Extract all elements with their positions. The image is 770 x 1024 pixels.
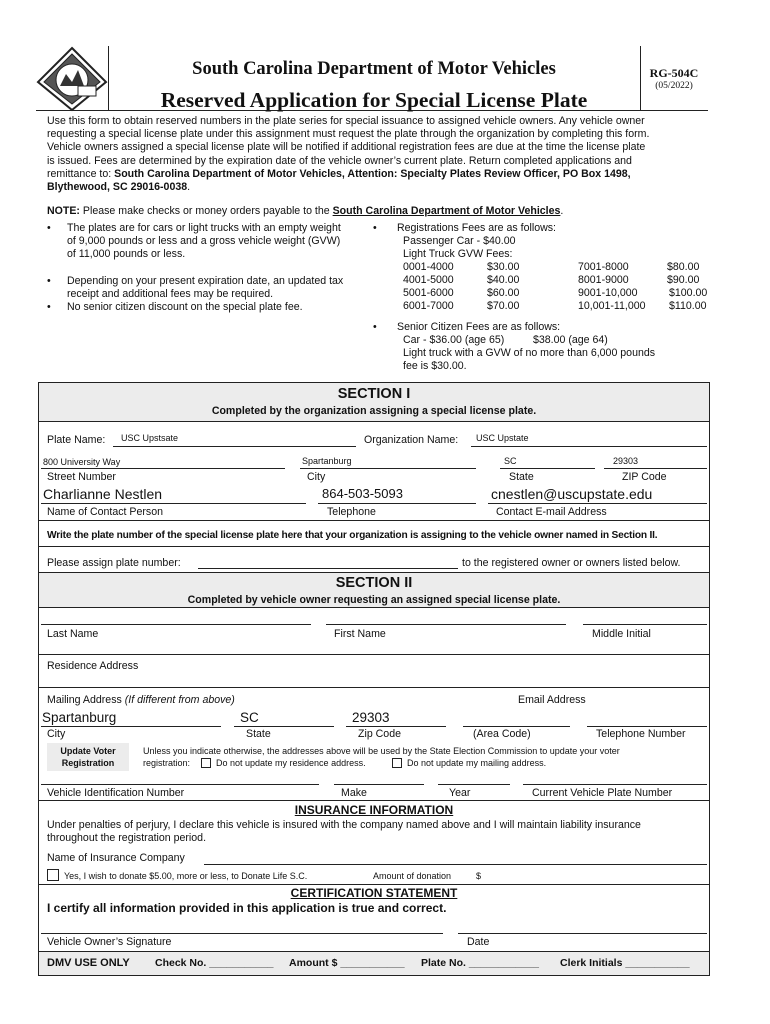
insurance-title: INSURANCE INFORMATION — [294, 803, 454, 817]
middle-initial-field[interactable] — [583, 610, 707, 625]
phone-field[interactable] — [318, 484, 476, 504]
form-date: (05/2022) — [655, 81, 693, 91]
page-title: Reserved Application for Special License Plate — [160, 88, 588, 112]
fee-amount: $80.00 — [667, 261, 700, 273]
signature-label: Vehicle Owner’s Signature — [47, 936, 172, 948]
dmv-seal-logo — [36, 46, 108, 112]
section2-title: SECTION II — [335, 575, 413, 591]
owner-state-label: State — [246, 728, 271, 740]
fee-range: 10,001-11,000 — [578, 300, 646, 312]
note-label: NOTE: — [47, 205, 80, 217]
donation-amount-field[interactable] — [485, 869, 605, 882]
current-plate-label: Current Vehicle Plate Number — [532, 787, 673, 799]
certification-statement: I certify all information provided in this application is true and correct. — [47, 901, 447, 915]
email-address-label: Email Address — [518, 694, 586, 706]
intro-line: remittance to: — [47, 167, 115, 180]
bullet-dot: • — [47, 301, 51, 313]
insurance-company-label: Name of Insurance Company — [47, 852, 185, 864]
zip-field[interactable] — [604, 454, 707, 469]
residence-address-label: Residence Address — [47, 660, 139, 672]
email-value: cnestlen@uscupstate.edu — [491, 486, 653, 502]
street-field[interactable] — [41, 454, 285, 469]
city-field[interactable] — [300, 454, 476, 469]
owner-state-field[interactable] — [234, 709, 334, 727]
amount: Amount $ ___________ — [289, 957, 405, 969]
fee-range: 7001-8000 — [578, 261, 629, 273]
fee-range: 0001-4000 — [403, 261, 454, 273]
section1-subtitle: Completed by the organization assigning a special license plate. — [211, 405, 537, 417]
senior-car: Car - $36.00 (age 65) — [403, 334, 505, 346]
clerk-initials: Clerk Initials ___________ — [560, 957, 690, 969]
first-name-field[interactable] — [326, 610, 566, 625]
state-field[interactable] — [500, 454, 595, 469]
owner-state-value: SC — [240, 710, 259, 725]
residence-address-field[interactable] — [39, 674, 709, 686]
city-label: City — [307, 471, 326, 483]
area-code-label: (Area Code) — [473, 728, 531, 740]
owner-zip-value: 29303 — [352, 710, 390, 725]
donation-dollar-sign: $ — [476, 871, 482, 881]
fee-amount: $90.00 — [667, 274, 700, 286]
org-name-field[interactable] — [471, 431, 707, 447]
period: . — [560, 205, 564, 217]
intro-line: is issued. Fees are determined by the expiration date of the vehicle owner’s current plate. Return completed applications and — [47, 154, 632, 167]
fees-light-truck: Light Truck GVW Fees: — [403, 248, 513, 260]
bullet-dot: • — [47, 222, 51, 234]
state-label: State — [509, 471, 534, 483]
fee-amount: $40.00 — [487, 274, 520, 286]
section2-subtitle: Completed by vehicle owner requesting an assigned special license plate. — [187, 594, 561, 606]
fees-heading: Registrations Fees are as follows: — [397, 222, 556, 234]
year-field[interactable] — [438, 773, 510, 785]
senior-truck-fee: fee is $30.00. — [403, 360, 467, 372]
vin-field[interactable] — [41, 773, 319, 785]
note — [47, 205, 563, 218]
insurance-text-2: throughout the registration period. — [47, 832, 207, 844]
bullet-text: receipt and additional fees may be required. — [67, 288, 274, 300]
registration-label: Registration — [61, 758, 115, 768]
phone-value: 864-503-5093 — [322, 486, 403, 501]
intro-line: Use this form to obtain reserved numbers in the plate series for special issuance to assigned vehicle owners. Any vehicle owner — [47, 115, 645, 127]
no-update-mailing-checkbox[interactable] — [392, 758, 402, 768]
email-field[interactable] — [488, 484, 707, 504]
date-label: Date — [467, 936, 490, 948]
plate-name-value: USC Upstsate — [121, 433, 179, 443]
donation-amount-label: Amount of donation — [373, 871, 452, 881]
owner-zip-field[interactable] — [346, 709, 446, 727]
last-name-field[interactable] — [41, 610, 311, 625]
form-number: RG-504C — [649, 66, 699, 80]
certification-title: CERTIFICATION STATEMENT — [290, 886, 458, 900]
street-label: Street Number — [47, 471, 116, 483]
period: . — [187, 181, 191, 194]
year-label: Year — [449, 787, 471, 799]
bullet-text: No senior citizen discount on the special plate fee. — [67, 301, 303, 313]
intro-line: Vehicle owners assigned a special license plate will be notified if additional registration fees are due at the time the license plate — [47, 141, 646, 154]
contact-label: Name of Contact Person — [47, 506, 163, 518]
return-address-line2: Blythewood, SC 29016-0038 — [47, 181, 188, 194]
last-name-label: Last Name — [47, 628, 99, 640]
owner-phone-field[interactable] — [587, 709, 707, 727]
bullet-text: of 11,000 pounds or less. — [67, 248, 186, 260]
insurance-text: Under penalties of perjury, I declare this vehicle is insured with the company named above and I will maintain liability insurance — [47, 819, 641, 831]
dmv-use-only-label: DMV USE ONLY — [47, 957, 130, 969]
make-field[interactable] — [334, 773, 424, 785]
fee-range: 8001-9000 — [578, 274, 629, 286]
fees-passenger: Passenger Car - $40.00 — [403, 235, 516, 247]
note-payee: South Carolina Department of Motor Vehicles — [332, 205, 561, 217]
owner-city-value: Spartanburg — [42, 710, 117, 725]
contact-field[interactable] — [41, 484, 306, 504]
owner-city-field[interactable] — [41, 709, 221, 727]
state-value: SC — [504, 456, 517, 466]
plate-name-field[interactable] — [113, 431, 356, 447]
org-name-label: Organization Name: — [364, 434, 459, 446]
assign-suffix: to the registered owner or owners listed below. — [462, 557, 681, 569]
donate-life-checkbox[interactable] — [47, 869, 59, 881]
signature-field[interactable] — [41, 918, 443, 934]
mailing-label-text: Mailing Address — [47, 694, 125, 706]
fee-range: 6001-7000 — [403, 300, 454, 312]
street-value: 800 University Way — [43, 457, 121, 467]
update-voter-label: Update Voter — [60, 746, 116, 756]
bullet-dot: • — [373, 222, 377, 234]
current-plate-field[interactable] — [523, 773, 707, 785]
no-update-residence-label: Do not update my residence address. — [216, 758, 366, 768]
department-name: South Carolina Department of Motor Vehicles — [192, 59, 556, 79]
fee-amount: $70.00 — [487, 300, 520, 312]
contact-value: Charlianne Nestlen — [43, 486, 163, 502]
make-label: Make — [341, 787, 367, 799]
vin-label: Vehicle Identification Number — [47, 787, 185, 799]
note-text: Please make checks or money orders payable to the — [82, 205, 333, 217]
org-name-value: USC Upstate — [476, 433, 529, 443]
voter-text: Unless you indicate otherwise, the addresses above will be used by the State Election Commission to update your voter — [143, 746, 620, 756]
date-field[interactable] — [458, 918, 707, 934]
plate-number: Plate No. ____________ — [421, 957, 539, 969]
assign-label: Please assign plate number: — [47, 557, 181, 569]
fee-amount: $30.00 — [487, 261, 520, 273]
fee-amount: $110.00 — [669, 300, 707, 312]
no-update-residence-checkbox[interactable] — [201, 758, 211, 768]
senior-truck: Light truck with a GVW of no more than 6,000 pounds — [403, 347, 656, 359]
fee-amount: $100.00 — [669, 287, 708, 299]
bullet-dot: • — [373, 321, 377, 333]
bullet-text: Depending on your present expiration date, an updated tax — [67, 275, 344, 287]
middle-initial-label: Middle Initial — [592, 628, 651, 640]
owner-phone-label: Telephone Number — [596, 728, 686, 740]
zip-value: 29303 — [613, 456, 639, 466]
insurance-company-field[interactable] — [204, 851, 707, 865]
owner-zip-label: Zip Code — [358, 728, 401, 740]
first-name-label: First Name — [334, 628, 386, 640]
intro-paragraph — [47, 115, 707, 194]
fee-amount: $60.00 — [487, 287, 520, 299]
plate-instruction: Write the plate number of the special license plate here that your organization is assigning to the vehicle owner named in Section II. — [47, 530, 658, 541]
voter-text-2: registration: — [143, 758, 191, 768]
zip-label: ZIP Code — [622, 471, 667, 483]
senior-heading: Senior Citizen Fees are as follows: — [397, 321, 561, 333]
donate-life-label: Yes, I wish to donate $5.00, more or less, to Donate Life S.C. — [64, 871, 308, 881]
return-address: South Carolina Department of Motor Vehicles, Attention: Specialty Plates Review Officer, PO Box 1498, — [114, 167, 631, 180]
section1-title: SECTION I — [337, 386, 411, 402]
fee-range: 5001-6000 — [403, 287, 454, 299]
area-code-field[interactable] — [463, 709, 570, 727]
mailing-label-italic: (If different from above) — [124, 694, 235, 706]
city-value: Spartanburg — [302, 456, 352, 466]
mailing-address-label — [47, 694, 235, 707]
bullet-dot: • — [47, 275, 51, 287]
plate-name-label: Plate Name: — [47, 434, 106, 446]
check-number: Check No. ___________ — [155, 957, 274, 969]
fee-range: 9001-10,000 — [578, 287, 638, 299]
email-label: Contact E-mail Address — [496, 506, 607, 518]
no-update-mailing-label: Do not update my mailing address. — [407, 758, 547, 768]
owner-city-label: City — [47, 728, 66, 740]
intro-line: requesting a special license plate under this assignment must request the plate through the organization by completing this form. — [47, 128, 650, 141]
fee-range: 4001-5000 — [403, 274, 454, 286]
bullet-text: of 9,000 pounds or less and a gross vehicle weight (GVW) — [67, 235, 341, 247]
phone-label: Telephone — [327, 506, 376, 518]
bullet-text: The plates are for cars or light trucks with an empty weight — [67, 222, 341, 234]
assign-plate-field[interactable] — [198, 555, 458, 569]
senior-car-64: $38.00 (age 64) — [533, 334, 608, 346]
